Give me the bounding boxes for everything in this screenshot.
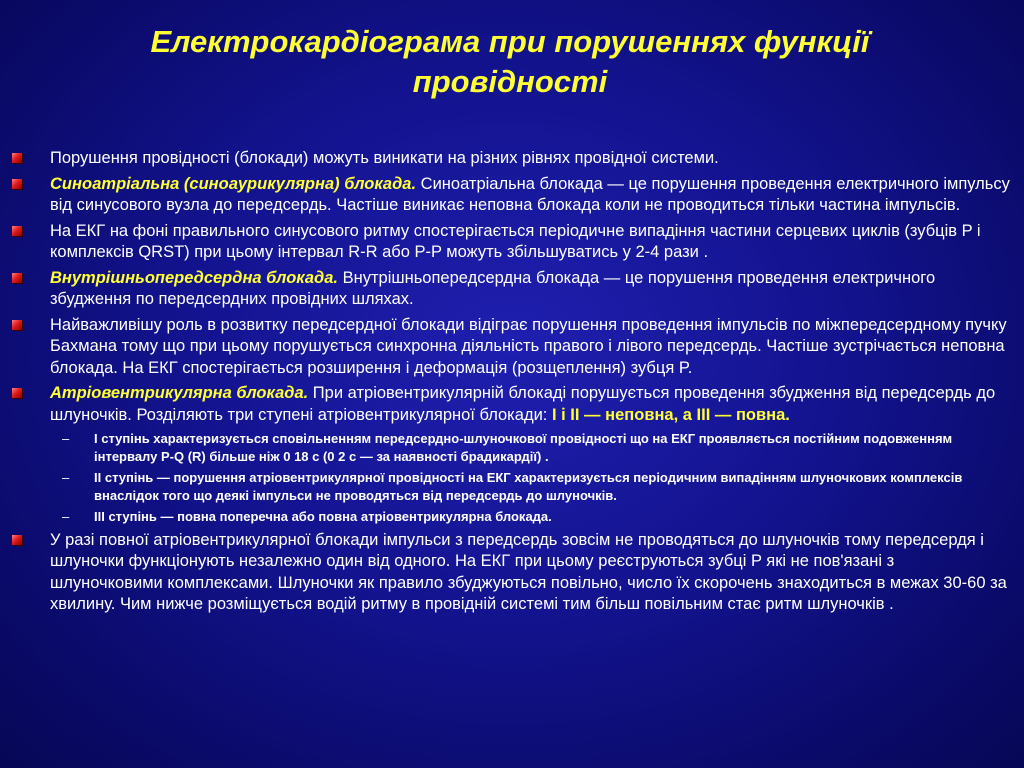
bullet-lead: Атріовентрикулярна блокада. (50, 384, 309, 402)
sub-bullet-text: I ступінь характеризується сповільненням передсердно-шлуночкової провідності що на ЕКГ проявляється постійним подовженням інтервалу P-Q (R) більше ніж 0 18 с (0 2 с — за наявності брадикардії) . (94, 431, 953, 464)
square-bullet-icon (12, 153, 22, 163)
square-bullet-icon (12, 320, 22, 330)
square-bullet-icon (12, 179, 22, 189)
bullet-item (0, 268, 1024, 311)
slide-content (0, 148, 1024, 620)
bullet-item (0, 148, 1024, 170)
square-bullet-icon (12, 388, 22, 398)
bullet-text: У разі повної атріовентрикулярної блокади імпульси з передсердь зовсім не проводяться до шлуночків тому передсердя і шлуночки функціонують незалежно один від одного. На ЕКГ при цьому реєструються зубці P які не пов'язані з шлуночковими комплексами. Шлуночки як правило збуджуються повільно, число їх скорочень знаходиться в межах 30-60 за хвилину. Чим нижче розміщується водій ритму в провідній системі тим більш повільним стає ритм шлуночків . (50, 530, 1007, 613)
sub-bullet-text: II ступінь — порушення атріовентрикулярної провідності на ЕКГ характеризується періодичним випадінням шлуночкових комплексів внаслідок того що деякі імпульси не проводяться від передсердь до шлуночків. (94, 470, 963, 503)
dash-bullet-icon: – (62, 509, 70, 524)
bullet-text: На ЕКГ на фоні правильного синусового ритму спостерігається періодичне випадіння частини серцевих циклів (зубців P і комплексів QRST) при цьому інтервал R-R або P-P можуть збільшуватись у 2-4 рази . (50, 221, 981, 261)
bullet-tail: I і II — неповна, а III — повна. (551, 405, 790, 424)
sub-bullet-item (0, 508, 1024, 526)
bullet-text: Найважливішу роль в розвитку передсердної блокади відіграє порушення проведення імпульсів по міжпередсердному пучку Бахмана тому що при цьому порушується синхронна діяльність правого і лівого передсердь. Частіше зустрічається неповна блокада. На ЕКГ спостерігається розширення і деформація (розщеплення) зубця P. (50, 315, 1007, 377)
square-bullet-icon (12, 226, 22, 236)
bullet-item (0, 315, 1024, 380)
square-bullet-icon (12, 535, 22, 545)
bullet-lead: Синоатріальна (синоаурикулярна) блокада. (50, 174, 417, 193)
square-bullet-icon (12, 273, 22, 283)
sub-bullet-item (0, 469, 1024, 504)
bullet-text: Порушення провідності (блокади) можуть виникати на різних рівнях провідної системи. (50, 149, 719, 167)
dash-bullet-icon: – (62, 431, 70, 446)
bullet-item (0, 221, 1024, 264)
bullet-text: Синоатріальна блокада — це порушення проведення електричного імпульсу від синусового вузла до передсердь. Частіше виникає неповна блокада коли не проводиться тільки частина імпульсів. (50, 174, 1010, 214)
dash-bullet-icon: – (62, 470, 70, 485)
bullet-item (0, 383, 1024, 426)
slide-title: Електрокардіограма при порушеннях функції провідності (150, 24, 870, 99)
bullet-item (0, 174, 1024, 217)
bullet-lead: Внутрішньопередсердна блокада. (50, 268, 339, 287)
bullet-text: При атріовентрикулярній блокаді порушується проведення збудження від передсердь до шлуночків. Розділяють три ступені атріовентрикулярної блокади: (50, 384, 996, 424)
sub-bullet-text: III ступінь — повна поперечна або повна атріовентрикулярна блокада. (94, 509, 552, 524)
bullet-item (0, 530, 1024, 616)
bullet-text: Внутрішньопередсердна блокада — це порушення проведення електричного збудження по передсердних провідних шляхах. (50, 268, 936, 308)
sub-bullet-item (0, 430, 1024, 465)
